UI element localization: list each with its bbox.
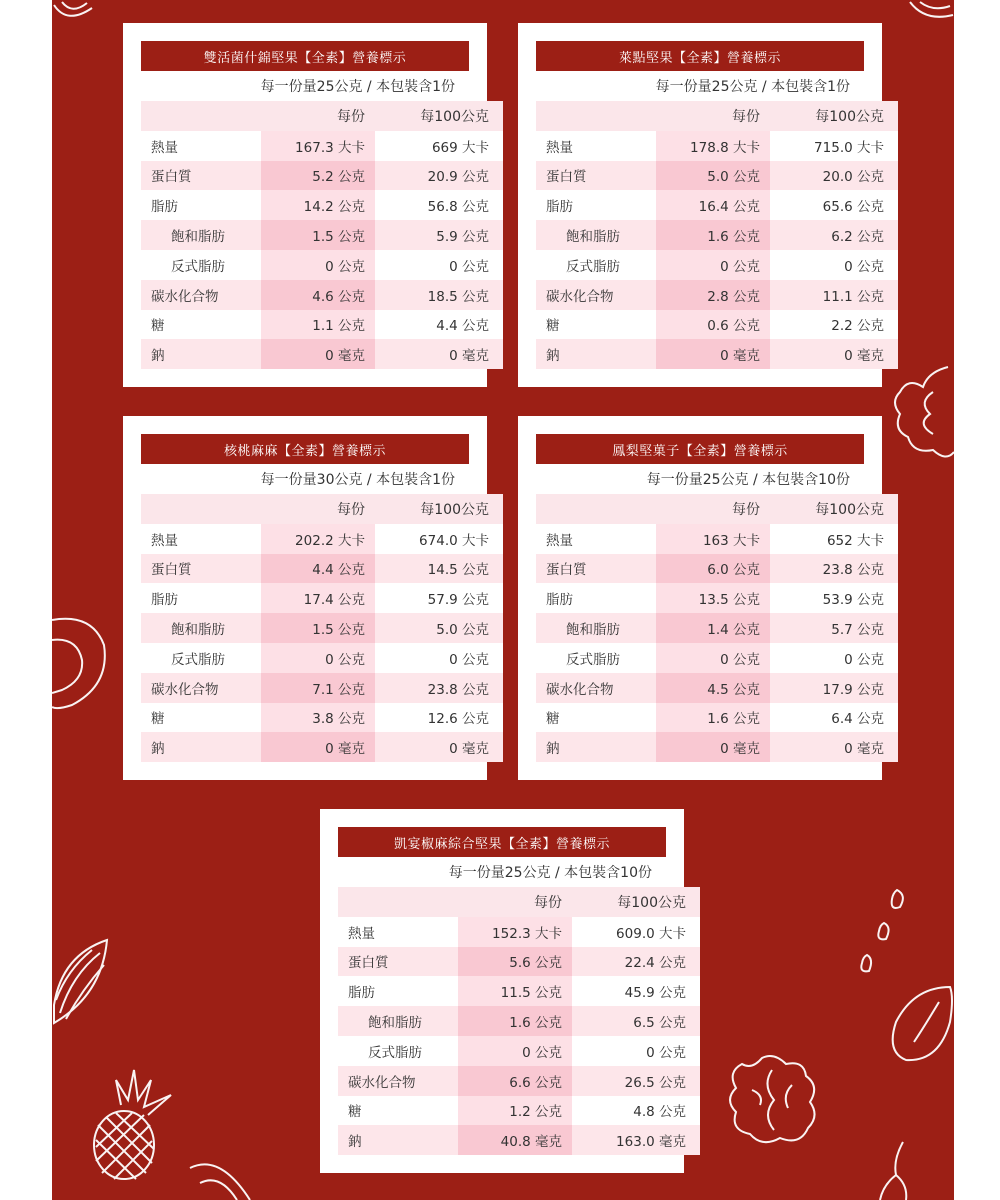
nutrient-label: 碳水化合物	[338, 1066, 458, 1096]
nutrition-table	[536, 494, 898, 762]
per-serving-value: 0 毫克	[656, 732, 770, 762]
col-header-per-serving: 每份	[261, 101, 375, 131]
nutrient-label: 飽和脂肪	[536, 613, 656, 643]
pineapple-icon	[86, 1065, 181, 1185]
per-100g-value: 0 公克	[375, 643, 503, 673]
per-100g-value: 652 大卡	[770, 524, 898, 554]
sunflower-seed-icon	[52, 935, 112, 1027]
per-serving-value: 5.0 公克	[656, 161, 770, 191]
col-header-per-100g: 每100公克	[770, 494, 898, 524]
per-serving-value: 1.2 公克	[458, 1096, 572, 1126]
per-serving-value: 0 毫克	[656, 339, 770, 369]
per-serving-value: 0.6 公克	[656, 310, 770, 340]
nutrient-label: 飽和脂肪	[141, 220, 261, 250]
nutrient-label: 鈉	[536, 339, 656, 369]
nut-outline-icon	[868, 1140, 913, 1200]
per-serving-value: 1.6 公克	[656, 220, 770, 250]
table-row	[338, 917, 700, 947]
nutrient-label: 糖	[536, 703, 656, 733]
per-serving-value: 2.8 公克	[656, 280, 770, 310]
col-header-per-serving: 每份	[261, 494, 375, 524]
nutrient-label: 熱量	[141, 524, 261, 554]
per-serving-value: 14.2 公克	[261, 190, 375, 220]
table-row	[536, 190, 898, 220]
per-100g-value: 53.9 公克	[770, 583, 898, 613]
col-header-per-serving: 每份	[458, 887, 572, 917]
per-serving-value: 5.2 公克	[261, 161, 375, 191]
nutrient-label: 熱量	[536, 524, 656, 554]
per-serving-value: 152.3 大卡	[458, 917, 572, 947]
per-serving-value: 0 毫克	[261, 339, 375, 369]
table-row	[141, 310, 503, 340]
per-100g-value: 5.0 公克	[375, 613, 503, 643]
table-row	[536, 554, 898, 584]
table-row	[536, 703, 898, 733]
per-serving-value: 167.3 大卡	[261, 131, 375, 161]
table-row	[141, 732, 503, 762]
nutrient-label: 反式脂肪	[536, 643, 656, 673]
serving-info: 每一份量25公克 / 本包裝含10份	[448, 865, 652, 881]
per-100g-value: 0 毫克	[770, 339, 898, 369]
card-title: 核桃麻麻【全素】營養標示	[141, 434, 469, 464]
nutrient-label: 碳水化合物	[141, 673, 261, 703]
nutrient-label: 蛋白質	[338, 947, 458, 977]
per-serving-value: 0 毫克	[261, 732, 375, 762]
table-row	[338, 1006, 700, 1036]
per-100g-value: 17.9 公克	[770, 673, 898, 703]
nutrient-label: 脂肪	[141, 190, 261, 220]
nut-outline-icon	[905, 0, 955, 25]
nutrient-label: 脂肪	[536, 190, 656, 220]
drop-icon	[852, 885, 912, 980]
per-100g-value: 669 大卡	[375, 131, 503, 161]
col-header-per-100g: 每100公克	[375, 494, 503, 524]
nutrient-label: 糖	[338, 1096, 458, 1126]
nutrition-card	[518, 416, 882, 780]
nutrient-label: 熱量	[141, 131, 261, 161]
per-serving-value: 4.5 公克	[656, 673, 770, 703]
table-row	[338, 1036, 700, 1066]
per-100g-value: 0 公克	[375, 250, 503, 280]
card-title: 萊點堅果【全素】營養標示	[536, 41, 864, 71]
per-100g-value: 0 公克	[770, 643, 898, 673]
table-row	[141, 703, 503, 733]
table-row	[141, 643, 503, 673]
per-100g-value: 674.0 大卡	[375, 524, 503, 554]
walnut-icon	[722, 1050, 822, 1150]
table-header-row	[338, 887, 700, 917]
table-row	[141, 220, 503, 250]
nutrition-table	[338, 887, 700, 1155]
per-100g-value: 23.8 公克	[770, 554, 898, 584]
per-serving-value: 4.6 公克	[261, 280, 375, 310]
nutrition-card	[320, 809, 684, 1173]
table-row	[141, 673, 503, 703]
col-header-per-serving: 每份	[656, 494, 770, 524]
table-header-row	[536, 494, 898, 524]
table-row	[536, 673, 898, 703]
table-row	[536, 339, 898, 369]
serving-info: 每一份量30公克 / 本包裝含1份	[260, 472, 455, 488]
per-100g-value: 65.6 公克	[770, 190, 898, 220]
table-row	[536, 524, 898, 554]
serving-info: 每一份量25公克 / 本包裝含1份	[655, 79, 850, 95]
nut-outline-icon	[52, 0, 102, 30]
nutrition-table	[141, 101, 503, 369]
table-row	[141, 613, 503, 643]
table-row	[536, 161, 898, 191]
nutrient-label: 碳水化合物	[141, 280, 261, 310]
nutrient-label: 鈉	[141, 732, 261, 762]
table-row	[338, 947, 700, 977]
col-header-per-serving: 每份	[656, 101, 770, 131]
per-serving-value: 17.4 公克	[261, 583, 375, 613]
per-serving-value: 4.4 公克	[261, 554, 375, 584]
table-header-row	[141, 494, 503, 524]
nutrient-label: 脂肪	[141, 583, 261, 613]
per-serving-value: 0 公克	[458, 1036, 572, 1066]
per-serving-value: 0 公克	[656, 643, 770, 673]
per-serving-value: 1.6 公克	[656, 703, 770, 733]
table-row	[536, 280, 898, 310]
col-header-per-100g: 每100公克	[770, 101, 898, 131]
nutrition-card	[123, 416, 487, 780]
per-serving-value: 178.8 大卡	[656, 131, 770, 161]
nutrient-label: 飽和脂肪	[338, 1006, 458, 1036]
per-100g-value: 2.2 公克	[770, 310, 898, 340]
table-row	[536, 220, 898, 250]
nutrition-table	[141, 494, 503, 762]
table-row	[141, 583, 503, 613]
per-serving-value: 1.1 公克	[261, 310, 375, 340]
card-title: 鳳梨堅菓子【全素】營養標示	[536, 434, 864, 464]
nutrient-label: 碳水化合物	[536, 673, 656, 703]
per-100g-value: 609.0 大卡	[572, 917, 700, 947]
nutrient-label: 飽和脂肪	[536, 220, 656, 250]
per-100g-value: 14.5 公克	[375, 554, 503, 584]
per-100g-value: 23.8 公克	[375, 673, 503, 703]
table-row	[141, 524, 503, 554]
cashew-icon	[52, 615, 108, 711]
per-serving-value: 202.2 大卡	[261, 524, 375, 554]
nutrient-label: 脂肪	[338, 976, 458, 1006]
per-100g-value: 18.5 公克	[375, 280, 503, 310]
per-serving-value: 1.6 公克	[458, 1006, 572, 1036]
per-100g-value: 0 公克	[572, 1036, 700, 1066]
table-row	[536, 643, 898, 673]
per-100g-value: 5.9 公克	[375, 220, 503, 250]
nutrition-card	[518, 23, 882, 387]
per-100g-value: 20.9 公克	[375, 161, 503, 191]
nutrition-card	[123, 23, 487, 387]
per-serving-value: 1.5 公克	[261, 613, 375, 643]
nutrient-label: 反式脂肪	[536, 250, 656, 280]
col-header-per-100g: 每100公克	[572, 887, 700, 917]
per-serving-value: 6.6 公克	[458, 1066, 572, 1096]
per-100g-value: 0 毫克	[770, 732, 898, 762]
serving-info: 每一份量25公克 / 本包裝含10份	[646, 472, 850, 488]
table-row	[141, 250, 503, 280]
per-serving-value: 0 公克	[261, 643, 375, 673]
card-title: 雙活菌什錦堅果【全素】營養標示	[141, 41, 469, 71]
per-100g-value: 6.2 公克	[770, 220, 898, 250]
table-row	[141, 131, 503, 161]
nut-outline-icon	[185, 1158, 255, 1200]
per-serving-value: 1.5 公克	[261, 220, 375, 250]
nutrient-label: 糖	[536, 310, 656, 340]
nutrient-label: 蛋白質	[141, 161, 261, 191]
nutrient-label: 反式脂肪	[141, 643, 261, 673]
nutrient-label: 熱量	[338, 917, 458, 947]
per-100g-value: 12.6 公克	[375, 703, 503, 733]
per-serving-value: 5.6 公克	[458, 947, 572, 977]
per-serving-value: 0 公克	[261, 250, 375, 280]
table-row	[141, 280, 503, 310]
per-serving-value: 163 大卡	[656, 524, 770, 554]
nutrient-label: 脂肪	[536, 583, 656, 613]
per-serving-value: 13.5 公克	[656, 583, 770, 613]
per-100g-value: 4.4 公克	[375, 310, 503, 340]
per-100g-value: 22.4 公克	[572, 947, 700, 977]
table-row	[141, 161, 503, 191]
table-header-row	[141, 101, 503, 131]
table-row	[338, 976, 700, 1006]
per-serving-value: 3.8 公克	[261, 703, 375, 733]
table-row	[536, 583, 898, 613]
nutrition-table	[536, 101, 898, 369]
nutrient-label: 糖	[141, 310, 261, 340]
table-row	[338, 1066, 700, 1096]
per-100g-value: 5.7 公克	[770, 613, 898, 643]
per-100g-value: 26.5 公克	[572, 1066, 700, 1096]
table-row	[141, 339, 503, 369]
per-100g-value: 6.4 公克	[770, 703, 898, 733]
nutrient-label: 蛋白質	[536, 554, 656, 584]
col-header-per-100g: 每100公克	[375, 101, 503, 131]
table-row	[536, 613, 898, 643]
per-100g-value: 56.8 公克	[375, 190, 503, 220]
nutrient-label: 糖	[141, 703, 261, 733]
nutrient-label: 鈉	[536, 732, 656, 762]
per-serving-value: 16.4 公克	[656, 190, 770, 220]
per-100g-value: 6.5 公克	[572, 1006, 700, 1036]
nutrient-label: 熱量	[536, 131, 656, 161]
walnut-icon	[888, 362, 954, 466]
per-serving-value: 11.5 公克	[458, 976, 572, 1006]
per-serving-value: 0 公克	[656, 250, 770, 280]
per-serving-value: 40.8 毫克	[458, 1125, 572, 1155]
nutrient-label: 飽和脂肪	[141, 613, 261, 643]
table-row	[338, 1125, 700, 1155]
per-100g-value: 57.9 公克	[375, 583, 503, 613]
nutrient-label: 鈉	[338, 1125, 458, 1155]
nutrient-label: 碳水化合物	[536, 280, 656, 310]
table-row	[141, 190, 503, 220]
table-row	[141, 554, 503, 584]
per-serving-value: 6.0 公克	[656, 554, 770, 584]
almond-icon	[884, 982, 954, 1067]
table-row	[536, 250, 898, 280]
serving-info: 每一份量25公克 / 本包裝含1份	[260, 79, 455, 95]
nutrient-label: 鈉	[141, 339, 261, 369]
per-100g-value: 20.0 公克	[770, 161, 898, 191]
per-100g-value: 0 毫克	[375, 339, 503, 369]
per-100g-value: 0 毫克	[375, 732, 503, 762]
per-serving-value: 7.1 公克	[261, 673, 375, 703]
nutrient-label: 蛋白質	[536, 161, 656, 191]
table-row	[536, 732, 898, 762]
per-100g-value: 4.8 公克	[572, 1096, 700, 1126]
table-header-row	[536, 101, 898, 131]
table-row	[338, 1096, 700, 1126]
nutrient-label: 反式脂肪	[338, 1036, 458, 1066]
table-row	[536, 310, 898, 340]
per-100g-value: 0 公克	[770, 250, 898, 280]
per-serving-value: 1.4 公克	[656, 613, 770, 643]
nutrient-label: 蛋白質	[141, 554, 261, 584]
per-100g-value: 11.1 公克	[770, 280, 898, 310]
card-title: 凱宴椒麻綜合堅果【全素】營養標示	[338, 827, 666, 857]
table-row	[536, 131, 898, 161]
nutrient-label: 反式脂肪	[141, 250, 261, 280]
per-100g-value: 163.0 毫克	[572, 1125, 700, 1155]
per-100g-value: 715.0 大卡	[770, 131, 898, 161]
per-100g-value: 45.9 公克	[572, 976, 700, 1006]
